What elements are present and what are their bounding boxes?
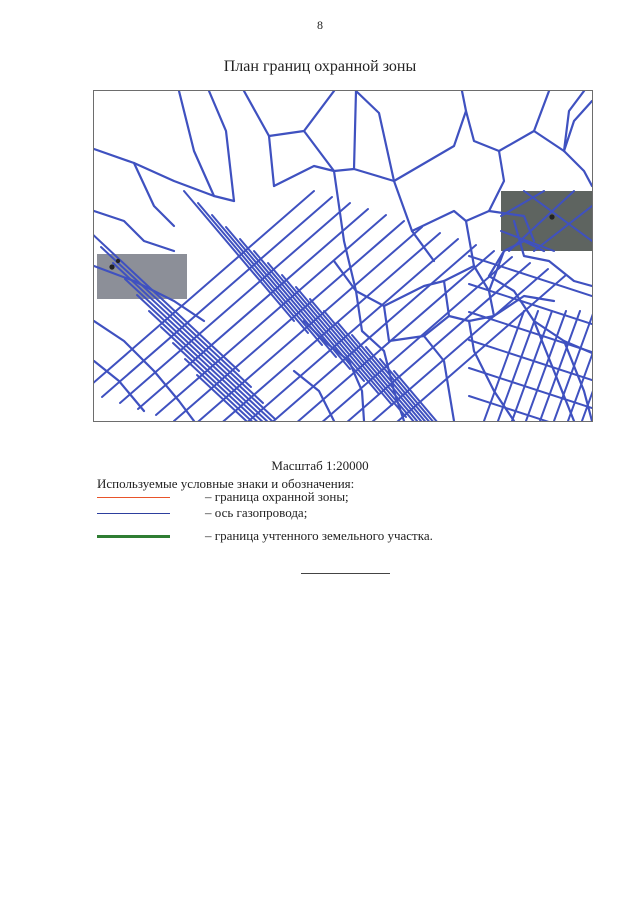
parcel-boundary [274, 166, 334, 186]
parcel-boundary [156, 215, 386, 415]
parcel-boundary [179, 91, 214, 196]
parcel-boundary [534, 321, 574, 421]
parcel-boundary [94, 211, 174, 251]
legend-swatch-gas-pipeline [97, 513, 170, 514]
legend-label-land-parcel: – граница учтенного земельного участка. [205, 528, 433, 543]
cadastral-map[interactable] [94, 91, 592, 421]
map-scale: Масштаб 1:20000 [271, 458, 369, 473]
parcel-boundary [184, 191, 294, 321]
parcel-boundary [466, 111, 504, 221]
parcel-boundary [94, 231, 239, 371]
parcel-boundary [244, 91, 274, 186]
parcel-boundary [282, 275, 392, 405]
legend-item-protection-zone [97, 489, 537, 505]
map-title: План границ охранной зоны [223, 58, 417, 75]
page-number: 8 [317, 18, 323, 32]
map-frame[interactable] [93, 90, 593, 422]
legend-item-land-parcel [97, 528, 537, 544]
legend-swatch-protection-zone [97, 497, 170, 498]
parcel-boundary [209, 91, 234, 201]
legend-swatch-land-parcel [97, 535, 170, 538]
parcel-boundary [174, 221, 404, 421]
parcel-boundary [356, 91, 394, 181]
satellite-patch [97, 254, 187, 299]
legend-label-protection-zone: – граница охранной зоны; [205, 489, 349, 504]
pipeline-point-marker [116, 259, 120, 263]
parcel-boundary [534, 131, 592, 186]
parcel-boundary [94, 321, 194, 421]
parcel-boundary [394, 91, 466, 181]
pipeline-point-marker [549, 214, 554, 219]
pipeline-point-marker [109, 264, 114, 269]
parcel-boundary [94, 361, 144, 411]
parcel-boundary [137, 295, 287, 421]
parcel-boundary [499, 91, 549, 151]
legend-item-gas-pipeline [97, 505, 537, 521]
parcel-boundary [198, 203, 308, 333]
parcel-boundary [113, 263, 263, 403]
divider-line [301, 573, 390, 574]
parcel-boundary [334, 171, 444, 306]
parcel-boundary [212, 215, 322, 345]
parcel-boundary [269, 91, 334, 136]
legend-label-gas-pipeline: – ось газопровода; [205, 505, 308, 520]
parcel-boundary [304, 91, 356, 171]
legend-title: Используемые условные знаки и обозначения: [97, 476, 355, 491]
parcel-boundary [354, 169, 434, 261]
